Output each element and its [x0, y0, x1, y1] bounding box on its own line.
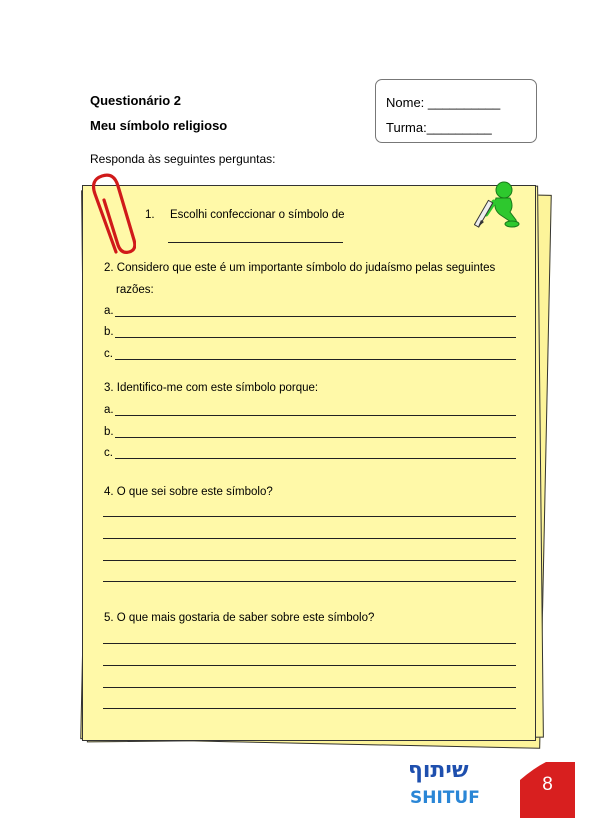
- logo-hebrew-text: שיתוף: [408, 758, 469, 783]
- answer-letter-a: a.: [104, 404, 114, 416]
- question-1-answer-line[interactable]: [168, 242, 343, 243]
- question-1-number: 1.: [145, 209, 155, 221]
- question-5-answer-line[interactable]: [103, 708, 516, 709]
- question-3-answer-line-b[interactable]: [115, 437, 516, 438]
- question-3-answer-line-c[interactable]: [115, 458, 516, 459]
- question-4-answer-line[interactable]: [103, 538, 516, 539]
- question-4-answer-line[interactable]: [103, 516, 516, 517]
- question-5-answer-line[interactable]: [103, 665, 516, 666]
- question-2-answer-line-b[interactable]: [115, 337, 516, 338]
- answer-letter-c: c.: [104, 348, 113, 360]
- green-figure-writing-icon: [474, 180, 524, 232]
- paperclip-icon: [86, 168, 136, 258]
- class-field-label: Turma:_________: [386, 120, 492, 135]
- question-2-text-line1: 2. Considero que este é um importante símbolo do judaísmo pelas seguintes: [104, 262, 496, 274]
- question-2-answer-line-c[interactable]: [115, 359, 516, 360]
- question-2-text-line2: razões:: [116, 284, 154, 296]
- shituf-logo: [404, 758, 484, 813]
- question-3-text: 3. Identifico-me com este símbolo porque:: [104, 382, 319, 394]
- name-field-label: Nome: __________: [386, 95, 501, 110]
- answer-letter-b: b.: [104, 426, 114, 438]
- question-5-answer-line[interactable]: [103, 643, 516, 644]
- question-1-text: Escolhi confeccionar o símbolo de: [170, 209, 345, 221]
- page-number: 8: [542, 774, 553, 795]
- question-4-answer-line[interactable]: [103, 560, 516, 561]
- question-4-text: 4. O que sei sobre este símbolo?: [104, 486, 273, 498]
- page-number-badge: [520, 762, 575, 818]
- logo-latin-text: SHITUF: [410, 788, 480, 808]
- answer-letter-a: a.: [104, 305, 114, 317]
- worksheet-subtitle: Meu símbolo religioso: [90, 118, 228, 133]
- student-info-box: [375, 79, 537, 143]
- question-5-answer-line[interactable]: [103, 687, 516, 688]
- instructions-text: Responda às seguintes perguntas:: [90, 152, 276, 166]
- answer-letter-c: c.: [104, 447, 113, 459]
- question-5-text: 5. O que mais gostaria de saber sobre este símbolo?: [104, 612, 375, 624]
- question-2-answer-line-a[interactable]: [115, 316, 516, 317]
- questionnaire-title: Questionário 2: [90, 93, 182, 108]
- question-3-answer-line-a[interactable]: [115, 415, 516, 416]
- question-4-answer-line[interactable]: [103, 581, 516, 582]
- answer-letter-b: b.: [104, 326, 114, 338]
